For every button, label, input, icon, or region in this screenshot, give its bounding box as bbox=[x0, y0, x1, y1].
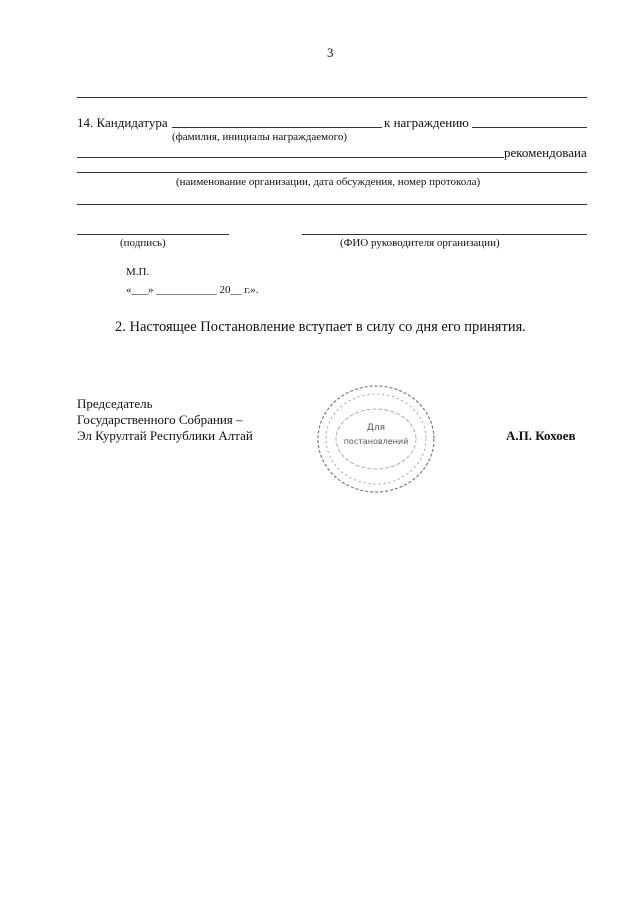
recommended-label: рекомендоваиа bbox=[504, 145, 587, 160]
head-name-line[interactable] bbox=[302, 234, 587, 235]
candidate-name-line[interactable] bbox=[172, 127, 382, 128]
award-name-line[interactable] bbox=[472, 127, 587, 128]
stamp-text-2: постановлений bbox=[343, 437, 409, 446]
caption-organization: (наименование организации, дата обсуждения, номер протокола) bbox=[176, 176, 481, 188]
signatory-name: А.П. Кохоев bbox=[506, 428, 576, 443]
recommendation-line[interactable] bbox=[77, 157, 504, 158]
page-number: 3 bbox=[327, 45, 334, 60]
seal-place-label: М.П. bbox=[126, 266, 150, 278]
clause-2: 2. Настоящее Постановление вступает в силу со дня его принятия. bbox=[115, 319, 526, 335]
signatory-title-3: Эл Курултай Республики Алтай bbox=[77, 428, 253, 443]
to-award-label: к награждению bbox=[384, 115, 469, 130]
signature-line[interactable] bbox=[77, 234, 229, 235]
signatory-title-2: Государственного Собрания – bbox=[77, 412, 243, 427]
stamp-text-1: Для bbox=[366, 423, 386, 433]
signatory-title-1: Председатель bbox=[77, 396, 153, 411]
stamp-graphic bbox=[314, 382, 438, 496]
caption-head: (ФИО руководителя организации) bbox=[340, 237, 500, 249]
extra-line[interactable] bbox=[77, 204, 587, 205]
caption-signature: (подпись) bbox=[120, 237, 166, 249]
date-line: «___» ___________ 20__ г.». bbox=[126, 284, 259, 296]
official-stamp bbox=[314, 382, 438, 496]
item-14-label: 14. Кандидатура bbox=[77, 115, 168, 130]
organization-line[interactable] bbox=[77, 172, 587, 173]
caption-name: (фамилия, инициалы награждаемого) bbox=[172, 131, 347, 143]
top-rule bbox=[77, 97, 587, 98]
